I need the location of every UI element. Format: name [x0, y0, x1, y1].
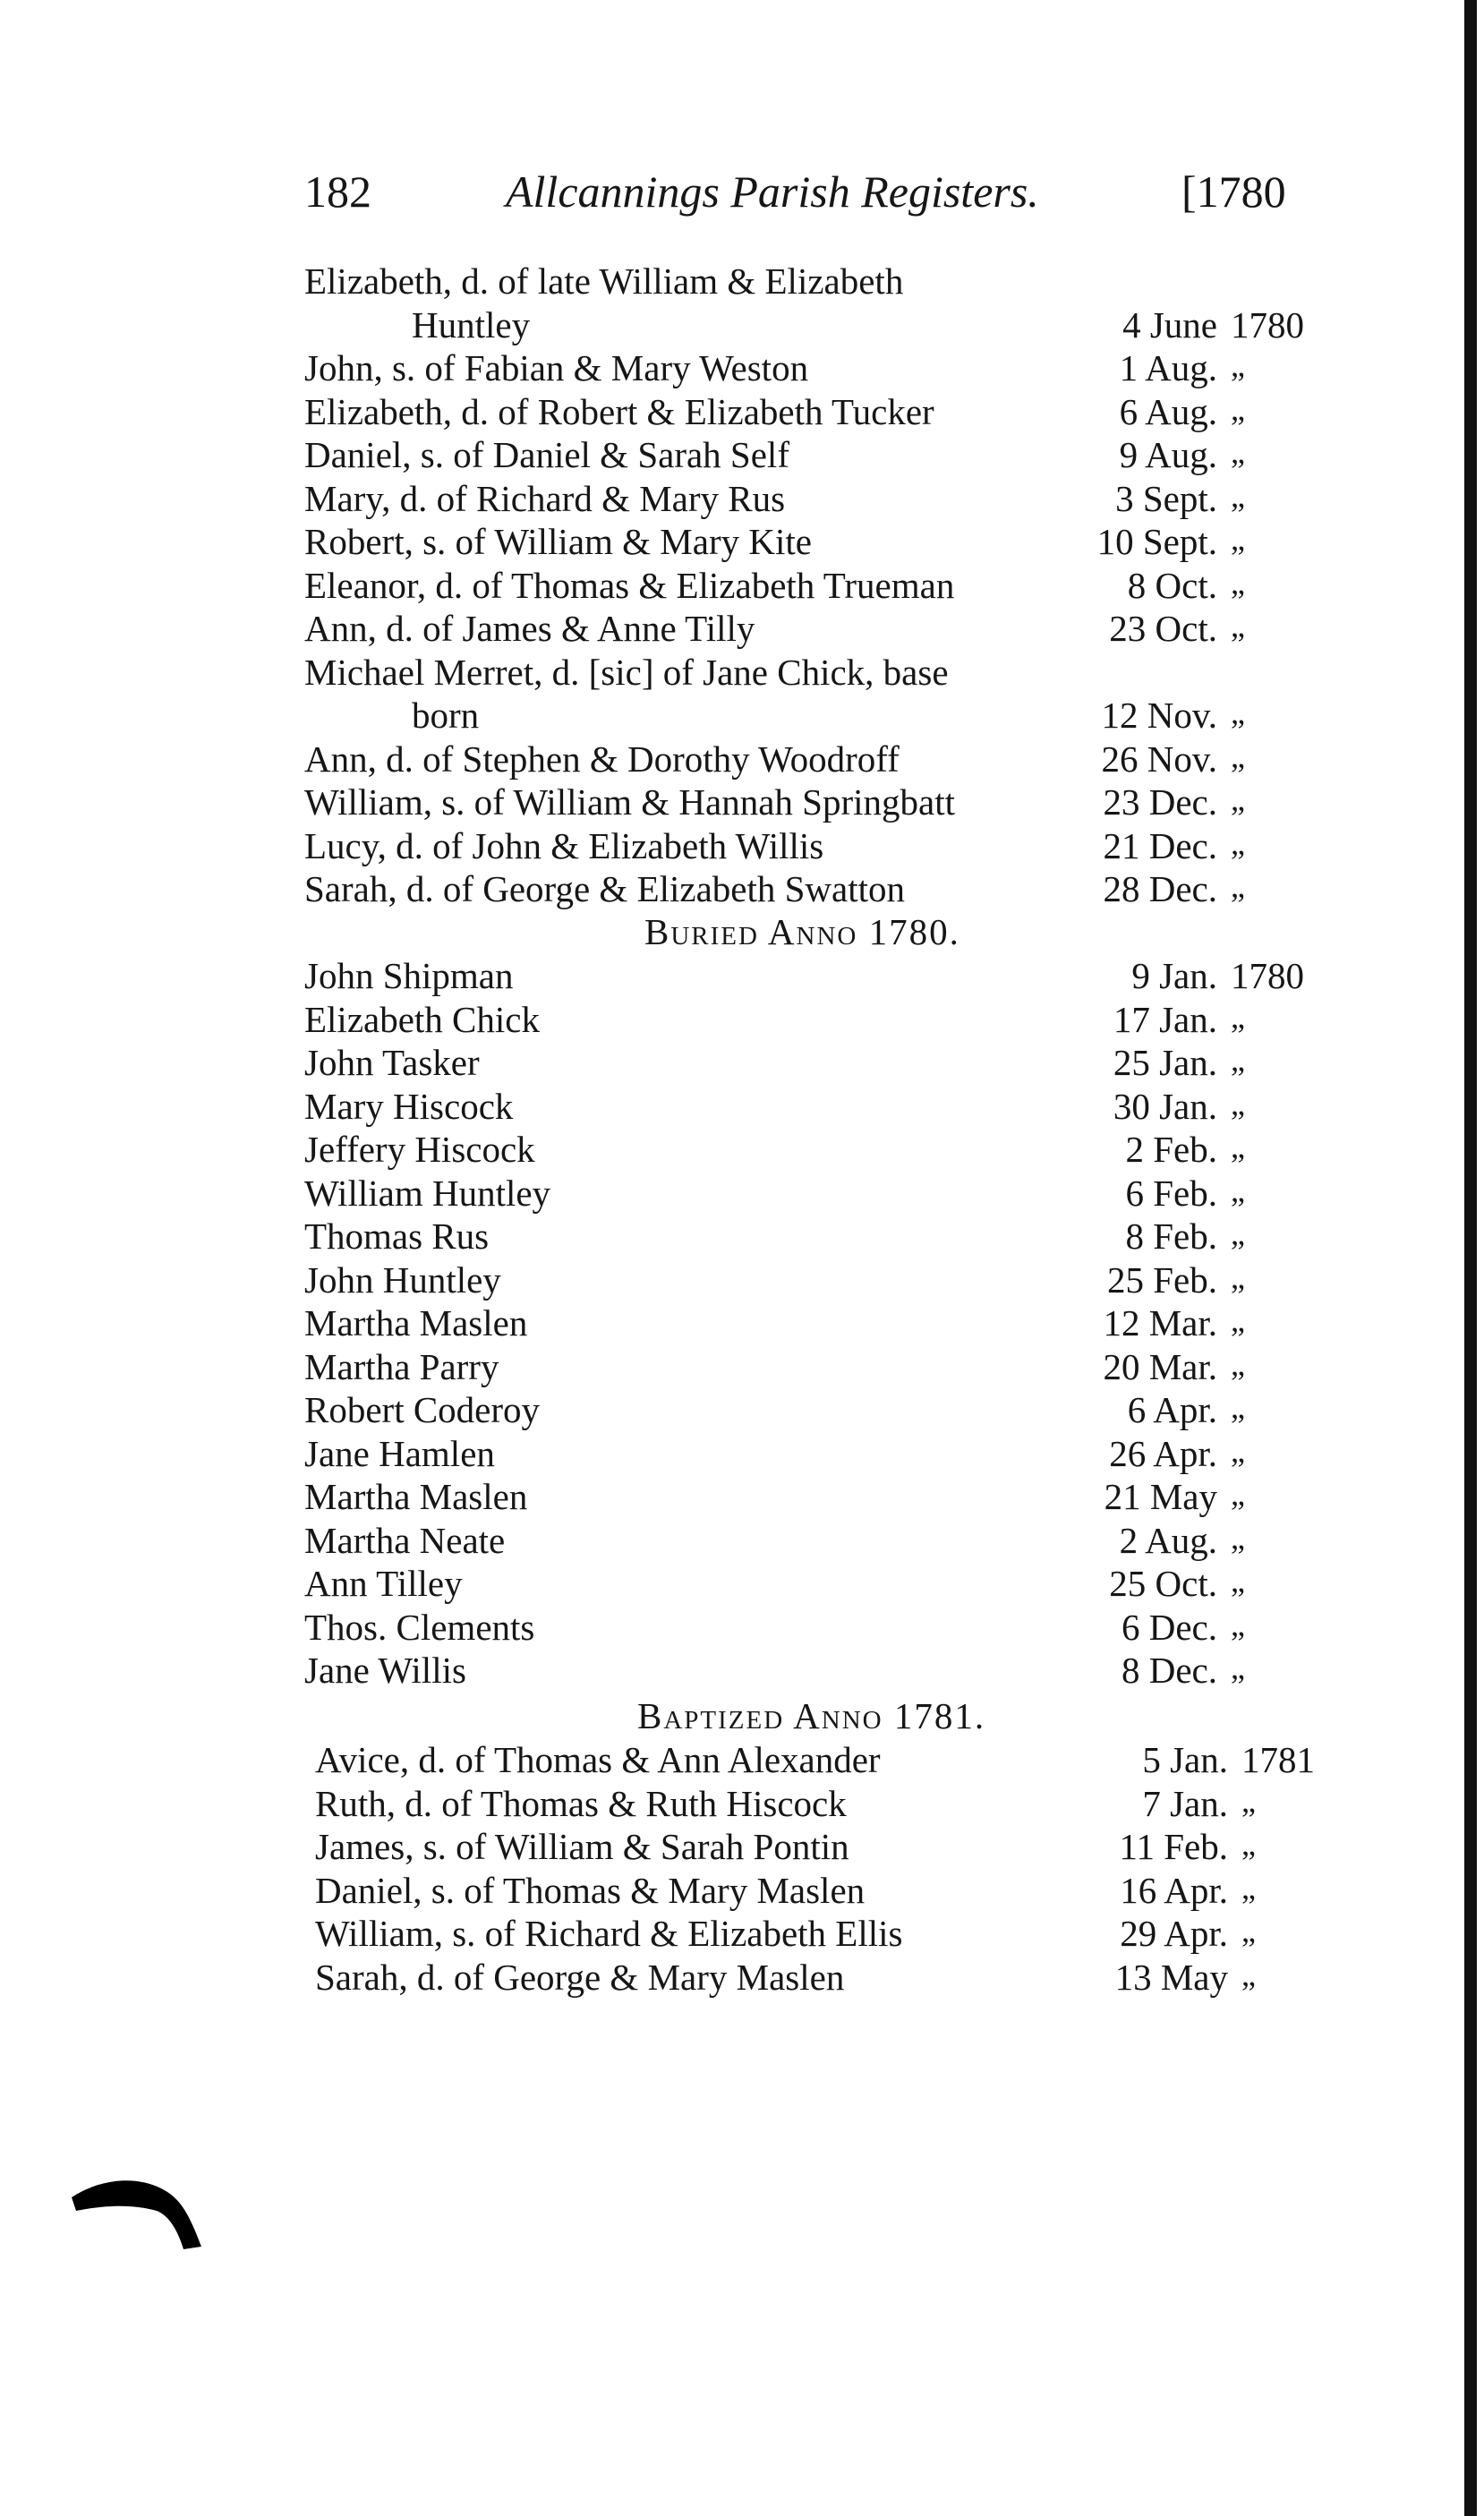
register-entry — [315, 1869, 1335, 1913]
entry-name: John, s. of Fabian & Mary Weston — [304, 347, 809, 388]
page-edge-bar — [1464, 0, 1477, 2516]
entry-date: 2 Feb. — [1125, 1129, 1217, 1170]
entry-year: „ — [1231, 695, 1245, 730]
entry-year: „ — [1231, 1606, 1245, 1642]
register-entry — [304, 260, 1325, 346]
entry-year: „ — [1231, 390, 1245, 427]
entry-date: 6 Aug. — [1119, 390, 1217, 432]
entry-name: Thomas Rus — [304, 1215, 490, 1257]
entry-date: 17 Jan. — [1113, 998, 1217, 1040]
entry-year: „ — [1231, 521, 1245, 557]
register-entry — [304, 1475, 1325, 1519]
register-entry — [315, 1738, 1335, 1782]
entry-date: 6 Dec. — [1121, 1606, 1217, 1648]
entry-name: Lucy, d. of John & Elizabeth Willis — [304, 824, 824, 866]
entry-name: William Huntley — [304, 1172, 551, 1214]
entry-date: 12 Nov. — [1101, 695, 1217, 736]
register-entry — [304, 520, 1325, 564]
register-entry — [304, 1345, 1325, 1389]
entry-year: „ — [1241, 1869, 1256, 1906]
baptized-heading: Baptized Anno 1781. — [637, 1695, 986, 1736]
register-entry — [304, 998, 1325, 1042]
entry-name: Robert Coderoy — [304, 1389, 541, 1430]
entry-date: 4 June — [1122, 303, 1217, 345]
entry-name: Sarah, d. of George & Elizabeth Swatton — [304, 868, 906, 909]
entry-year: „ — [1241, 1913, 1256, 1949]
entry-year: „ — [1231, 1215, 1245, 1251]
entry-date: 2 Aug. — [1119, 1519, 1217, 1561]
entry-name: James, s. of William & Sarah Pontin — [315, 1826, 849, 1867]
register-entry — [304, 1128, 1325, 1172]
register-entry — [304, 738, 1325, 781]
entry-name: Martha Maslen — [304, 1302, 528, 1343]
entry-year: „ — [1231, 1258, 1245, 1295]
register-entry — [304, 1301, 1325, 1345]
entry-name: Elizabeth, d. of Robert & Elizabeth Tucker — [304, 390, 934, 432]
entry-name: Sarah, d. of George & Mary Maslen — [315, 1956, 845, 1998]
entry-year: „ — [1231, 1650, 1245, 1685]
entry-year: „ — [1231, 868, 1245, 904]
entry-date: 12 Mar. — [1103, 1302, 1217, 1343]
entry-date: 7 Jan. — [1142, 1782, 1228, 1824]
entry-date: 29 Apr. — [1120, 1913, 1228, 1954]
entry-year: „ — [1231, 1042, 1245, 1078]
entry-name: William, s. of Richard & Elizabeth Ellis — [315, 1913, 903, 1954]
entry-date: 5 Jan. — [1142, 1739, 1228, 1780]
entry-name: Mary, d. of Richard & Mary Rus — [304, 477, 786, 519]
entry-date: 6 Feb. — [1125, 1172, 1217, 1214]
entry-name: Daniel, s. of Daniel & Sarah Self — [304, 434, 789, 475]
entry-year: „ — [1231, 824, 1245, 861]
register-entry — [304, 607, 1325, 651]
entry-name: Mary Hiscock — [304, 1085, 514, 1127]
entry-name: Daniel, s. of Thomas & Mary Maslen — [315, 1869, 866, 1911]
entry-date: 20 Mar. — [1103, 1345, 1217, 1387]
entry-year: 1781 — [1241, 1739, 1315, 1780]
entry-year: „ — [1231, 347, 1245, 383]
entry-date: 30 Jan. — [1113, 1085, 1217, 1127]
register-entry — [315, 1956, 1335, 2000]
entry-name: Jeffery Hiscock — [304, 1129, 535, 1170]
entry-date: 21 May — [1104, 1476, 1217, 1517]
entry-date: 23 Dec. — [1103, 781, 1217, 823]
register-entry — [304, 390, 1325, 434]
entry-year: „ — [1231, 608, 1245, 644]
entry-name-line1: Elizabeth, d. of late William & Elizabeth — [304, 260, 904, 302]
entry-name-line2: Huntley — [412, 303, 531, 345]
page-corner-mark — [72, 2171, 206, 2251]
entry-date: 25 Jan. — [1113, 1042, 1217, 1083]
buried-heading: Buried Anno 1780. — [644, 911, 960, 952]
entry-year: 1780 — [1231, 303, 1304, 345]
entry-name: Ann, d. of Stephen & Dorothy Woodroff — [304, 738, 900, 780]
register-entry — [304, 1606, 1325, 1650]
entry-date: 16 Apr. — [1120, 1869, 1228, 1911]
page-number: 182 — [304, 166, 371, 217]
register-entry — [304, 433, 1325, 477]
entry-date: 1 Aug. — [1119, 347, 1217, 388]
entry-year: „ — [1231, 1085, 1245, 1122]
register-entry — [304, 346, 1325, 390]
entry-date: 11 Feb. — [1119, 1826, 1228, 1867]
entry-year: „ — [1231, 781, 1245, 817]
register-entry — [304, 651, 1325, 738]
entry-name: Jane Willis — [304, 1650, 466, 1691]
entry-name: Jane Hamlen — [304, 1432, 495, 1474]
entry-year: „ — [1231, 1345, 1245, 1382]
entry-name-line1: Michael Merret, d. [sic] of Jane Chick, base — [304, 651, 949, 693]
entry-year: „ — [1231, 998, 1245, 1035]
entry-date: 25 Oct. — [1109, 1563, 1217, 1604]
entry-year: „ — [1231, 738, 1245, 774]
entry-date: 8 Dec. — [1121, 1650, 1217, 1691]
entry-name: Ruth, d. of Thomas & Ruth Hiscock — [315, 1782, 847, 1824]
entry-name: Robert, s. of William & Mary Kite — [304, 521, 812, 562]
entry-date: 9 Jan. — [1131, 955, 1217, 996]
entry-name: John Shipman — [304, 955, 514, 996]
register-entry — [304, 1258, 1325, 1302]
register-entry — [304, 1041, 1325, 1085]
entry-date: 13 May — [1114, 1956, 1228, 1998]
entry-year: „ — [1231, 477, 1245, 514]
entry-name: Martha Neate — [304, 1519, 506, 1561]
entry-date: 3 Sept. — [1115, 477, 1217, 519]
register-entry — [315, 1782, 1335, 1826]
running-year: [1780 — [1181, 166, 1286, 217]
entry-name: John Huntley — [304, 1258, 501, 1301]
register-entry — [315, 1912, 1335, 1956]
entry-name-line2: born — [412, 695, 480, 736]
entry-year: „ — [1231, 564, 1245, 601]
entry-name: William, s. of William & Hannah Springbatt — [304, 781, 956, 823]
entry-year: „ — [1231, 1389, 1245, 1425]
register-entry — [304, 1432, 1325, 1476]
register-entry — [304, 564, 1325, 608]
register-entry — [304, 867, 1325, 911]
entry-date: 9 Aug. — [1119, 434, 1217, 475]
entry-year: „ — [1231, 1432, 1245, 1469]
entry-year: „ — [1241, 1956, 1256, 1992]
entry-date: 10 Sept. — [1096, 521, 1217, 562]
entry-date: 26 Nov. — [1101, 738, 1217, 780]
entry-name: Avice, d. of Thomas & Ann Alexander — [315, 1739, 881, 1780]
entry-date: 21 Dec. — [1103, 824, 1217, 866]
register-entry — [304, 954, 1325, 998]
register-entry — [304, 1085, 1325, 1129]
entry-date: 26 Apr. — [1109, 1432, 1217, 1474]
register-entry — [304, 1649, 1325, 1693]
entry-date: 8 Feb. — [1125, 1215, 1217, 1257]
entry-year: „ — [1241, 1826, 1256, 1862]
register-entry — [304, 1562, 1325, 1606]
entry-name: Martha Maslen — [304, 1476, 528, 1517]
entry-date: 6 Apr. — [1127, 1389, 1217, 1430]
register-entry — [304, 1388, 1325, 1432]
entry-name: Thos. Clements — [304, 1606, 535, 1648]
entry-year: „ — [1241, 1782, 1256, 1819]
register-entry — [304, 824, 1325, 868]
entry-year: „ — [1231, 1476, 1245, 1512]
entry-year: „ — [1231, 1129, 1245, 1164]
entry-year: „ — [1231, 434, 1245, 470]
entry-name: Ann Tilley — [304, 1563, 463, 1604]
entry-date: 28 Dec. — [1103, 868, 1217, 909]
entry-year: 1780 — [1231, 955, 1304, 996]
entry-name: Martha Parry — [304, 1345, 499, 1387]
entry-name: Elizabeth Chick — [304, 998, 540, 1040]
entry-name: John Tasker — [304, 1042, 480, 1083]
register-entry — [304, 1172, 1325, 1215]
entry-name: Eleanor, d. of Thomas & Elizabeth Trueman — [304, 564, 955, 606]
entry-year: „ — [1231, 1563, 1245, 1599]
running-title: Allcannings Parish Registers. — [506, 166, 1039, 217]
register-entry — [304, 477, 1325, 521]
entry-year: „ — [1231, 1519, 1245, 1556]
register-entry — [304, 1519, 1325, 1563]
register-entry — [304, 780, 1325, 824]
entry-year: „ — [1231, 1172, 1245, 1208]
register-entry — [304, 1215, 1325, 1258]
entry-date: 23 Oct. — [1109, 608, 1217, 649]
register-entry — [315, 1825, 1335, 1869]
entry-date: 8 Oct. — [1127, 564, 1217, 606]
page-header — [304, 166, 1325, 237]
entry-name: Ann, d. of James & Anne Tilly — [304, 608, 755, 649]
entry-year: „ — [1231, 1302, 1245, 1338]
entry-date: 25 Feb. — [1107, 1258, 1217, 1301]
